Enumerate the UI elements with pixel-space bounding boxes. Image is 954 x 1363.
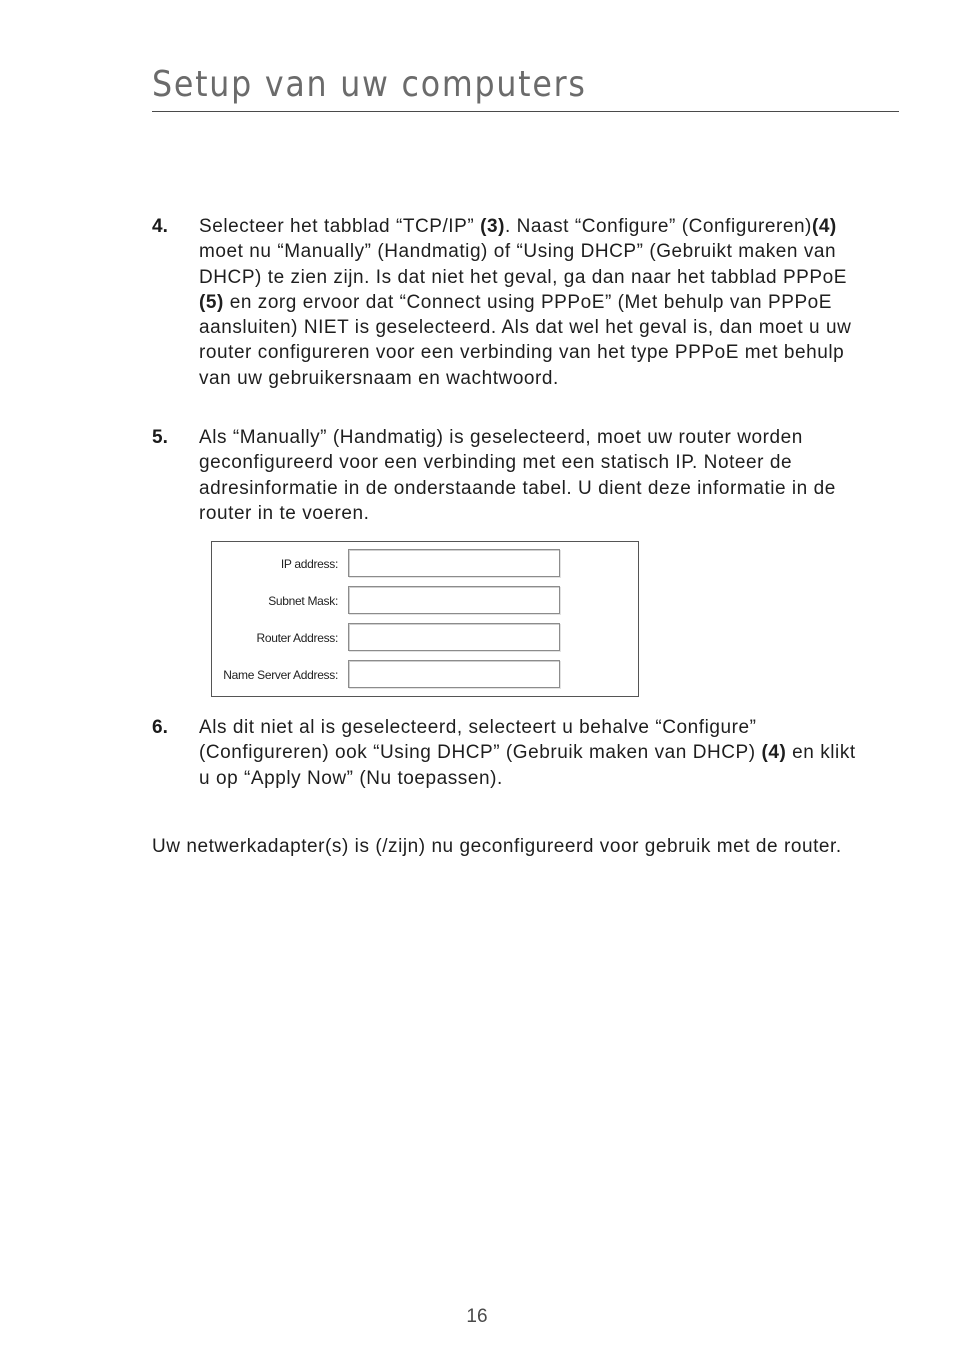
ip-address-row (212, 549, 638, 581)
reference-marker: (4) (761, 742, 787, 764)
step-text (199, 715, 864, 791)
router-address-field[interactable] (348, 623, 560, 651)
ip-address-label: IP address: (280, 557, 338, 571)
step-5 (152, 425, 864, 526)
step-number: 5. (152, 427, 168, 448)
page-number: 16 (466, 1306, 488, 1327)
step-number: 4. (152, 216, 168, 237)
text-segment: en klikt u op “Apply Now” (Nu toepassen). (199, 742, 856, 789)
header-divider (152, 111, 899, 112)
step-number: 6. (152, 717, 168, 738)
ip-address-field[interactable] (348, 549, 560, 577)
text-segment: . Naast “Configure” (Configureren) (504, 216, 812, 237)
closing-paragraph: Uw netwerkadapter(s) is (/zijn) nu geconfigureerd voor gebruik met de router. (152, 836, 842, 857)
text-segment: Selecteer het tabblad “TCP/IP” (199, 216, 481, 237)
router-address-label: Router Address: (256, 631, 338, 645)
step-6 (152, 715, 864, 791)
step-text: Als “Manually” (Handmatig) is geselecteerd, moet uw router worden geconfigureerd voor een verbinding met een statisch IP. Noteer de adresinformatie in de onderstaande tabel. U dient deze informatie in de router in te voeren. (199, 427, 836, 524)
router-address-row (212, 623, 638, 655)
reference-marker: (4) (811, 216, 837, 237)
reference-marker: (3) (480, 216, 505, 237)
text-segment: en zorg ervoor dat “Connect using PPPoE” (Met behulp van PPPoE aansluiten) NIET is geselecteerd. Als dat wel het geval is, dan moet u uw router configureren voor een verbinding van het type PPPoE met behulp van uw gebruikersnaam en wachtwoord. (199, 291, 852, 389)
subnet-mask-field[interactable] (348, 586, 560, 614)
name-server-label: Name Server Address: (223, 668, 338, 682)
name-server-field[interactable] (348, 660, 560, 688)
address-form-figure (211, 541, 639, 697)
text-segment: Als dit niet al is geselecteerd, selecteert u behalve “Configure” (Configureren) ook “Using DHCP” (Gebruik maken van DHCP) (199, 717, 762, 764)
page-title: Setup van uw computers (152, 64, 587, 105)
step-4 (152, 214, 864, 391)
text-segment: moet nu “Manually” (Handmatig) of “Using DHCP” (Gebruikt maken van DHCP) te zien zijn. Is dat niet het geval, ga dan naar het tabblad PPPoE (199, 241, 847, 288)
reference-marker: (5) (199, 291, 224, 313)
subnet-mask-label: Subnet Mask: (268, 594, 338, 608)
step-text (199, 214, 864, 391)
subnet-mask-row (212, 586, 638, 618)
name-server-row (212, 660, 638, 692)
